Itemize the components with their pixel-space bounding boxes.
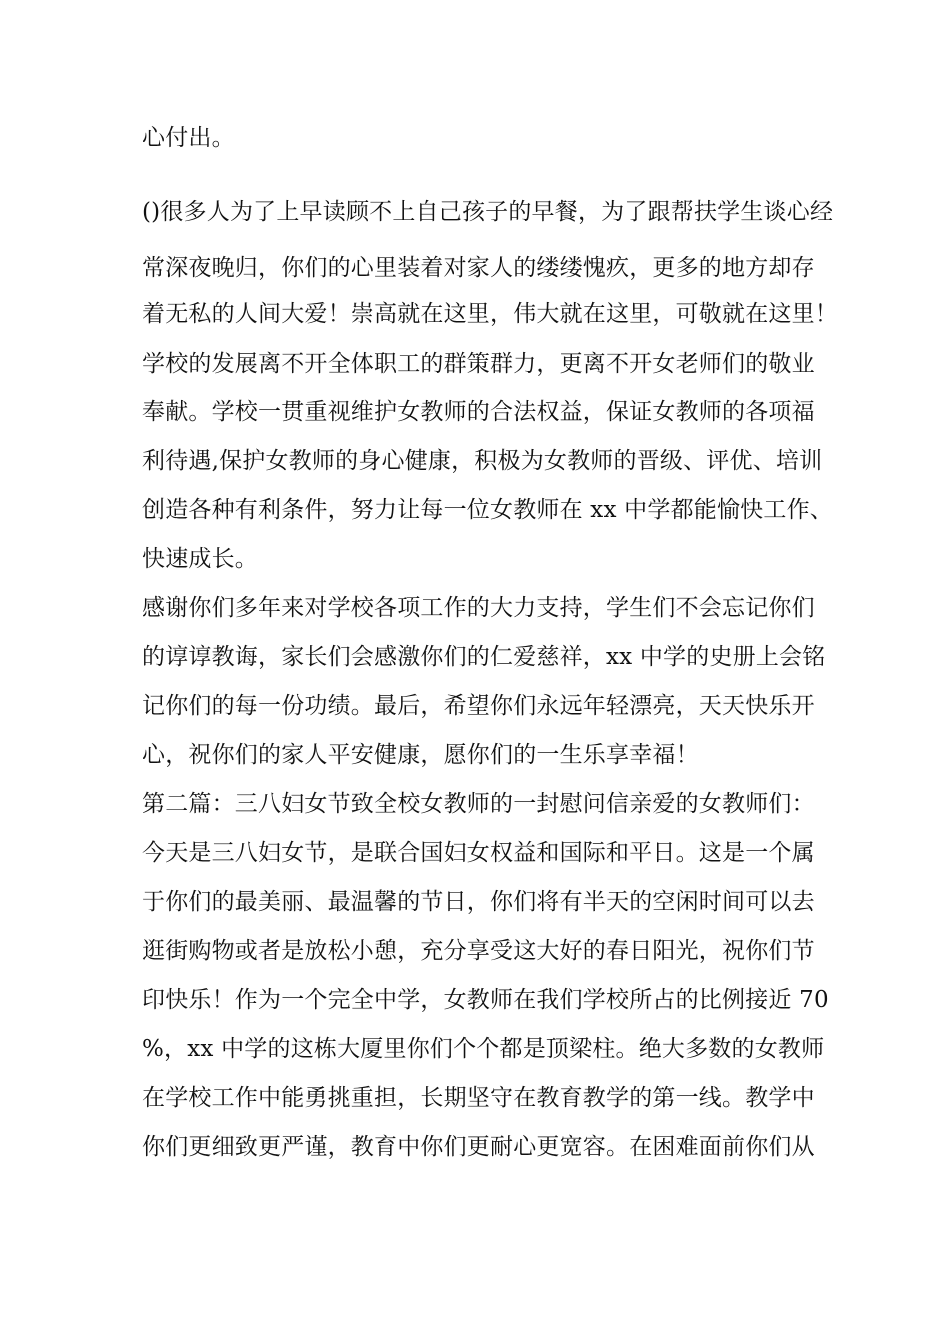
text-line: 于你们的最美丽、最温馨的节日，你们将有半天的空闲时间可以去 <box>142 889 815 915</box>
text-line: 着无私的人间大爱！崇高就在这里，伟大就在这里，可敬就在这里！ <box>142 301 838 327</box>
text-line: 心，祝你们的家人平安健康，愿你们的一生乐享幸福！ <box>142 742 699 768</box>
text-line: 心付出。 <box>142 125 235 151</box>
text-line: 利待遇,保护女教师的身心健康，积极为女教师的晋级、评优、培训 <box>142 448 823 474</box>
text-line: 你们更细致更严谨，教育中你们更耐心更宽容。在困难面前你们从 <box>142 1134 815 1160</box>
text-line: 的谆谆教诲，家长们会感激你们的仁爱慈祥，xx 中学的史册上会铭 <box>142 644 826 670</box>
text-line: 逛街购物或者是放松小憩，充分享受这大好的春日阳光，祝你们节 <box>142 938 815 964</box>
text-line: 记你们的每一份功绩。最后，希望你们永远年轻漂亮，天天快乐开 <box>142 693 815 719</box>
text-line: 今天是三八妇女节，是联合国妇女权益和国际和平日。这是一个属 <box>142 840 815 866</box>
text-line: 第二篇：三八妇女节致全校女教师的一封慰问信亲爱的女教师们： <box>142 791 815 817</box>
text-line: 印快乐！作为一个完全中学，女教师在我们学校所占的比例接近 70 <box>142 987 829 1013</box>
text-line: ()很多人为了上早读顾不上自己孩子的早餐，为了跟帮扶学生谈心经 <box>142 199 834 225</box>
text-line: 在学校工作中能勇挑重担，长期坚守在教育教学的第一线。教学中 <box>142 1085 815 1111</box>
text-line: 创造各种有利条件，努力让每一位女教师在 xx 中学都能愉快工作、 <box>142 497 833 523</box>
text-line: 奉献。学校一贯重视维护女教师的合法权益，保证女教师的各项福 <box>142 399 815 425</box>
text-line: 常深夜晚归，你们的心里装着对家人的缕缕愧疚，更多的地方却存 <box>142 255 815 281</box>
text-line: 学校的发展离不开全体职工的群策群力，更离不开女老师们的敬业 <box>142 351 815 377</box>
text-line: 快速成长。 <box>142 546 258 572</box>
text-line: %，xx 中学的这栋大厦里你们个个都是顶梁柱。绝大多数的女教师 <box>142 1036 825 1062</box>
text-line: 感谢你们多年来对学校各项工作的大力支持，学生们不会忘记你们 <box>142 595 815 621</box>
